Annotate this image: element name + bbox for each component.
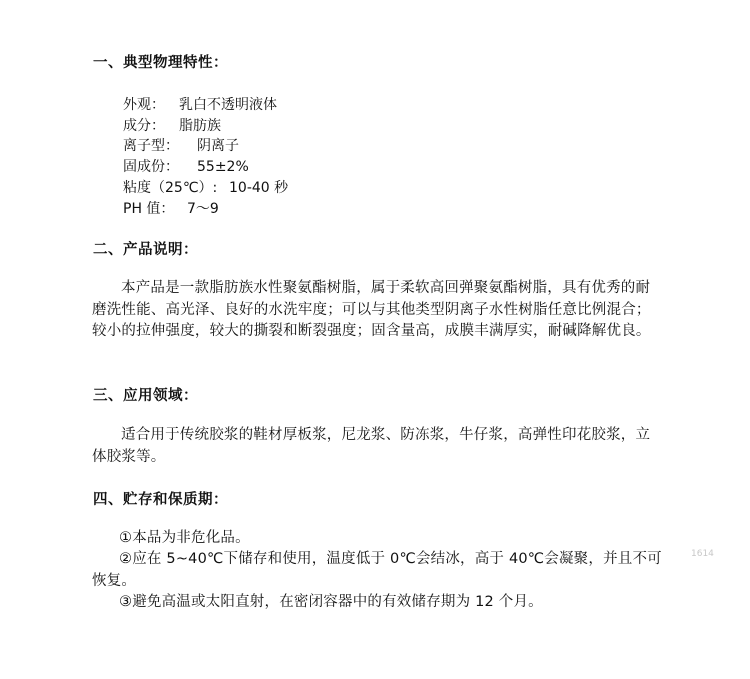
property-ionic-type <box>123 135 239 155</box>
product-description-paragraph: 本产品是一款脂肪族水性聚氨酯树脂，属于柔软高回弹聚氨酯树脂，具有优秀的耐磨洗性能、高光泽、良好的水洗牢度；可以与其他类型阴离子水性树脂任意比例混合；较小的拉伸强度，较大的撕裂和断裂强度；固含量高，成膜丰满厚实，耐碱降解优良。 <box>92 280 651 339</box>
property-label: 固成份： <box>123 159 179 175</box>
property-value: 7～9 <box>187 201 219 217</box>
section-heading-storage: 四、贮存和保质期： <box>93 492 228 508</box>
property-label: 粘度（25℃）: <box>123 180 218 196</box>
property-value: 乳白不透明液体 <box>179 97 277 113</box>
property-ph <box>123 198 219 218</box>
property-appearance <box>123 94 277 114</box>
property-value: 55±2% <box>197 159 249 175</box>
storage-item-1: ①本品为非危化品。 <box>119 530 250 546</box>
page-number-watermark: 1614 <box>691 549 714 559</box>
section-heading-applications: 三、应用领域： <box>93 388 198 404</box>
property-label: PH 值： <box>123 201 175 217</box>
property-composition <box>123 115 221 135</box>
storage-item-3: ③避免高温或太阳直射，在密闭容器中的有效储存期为 12 个月。 <box>119 594 543 610</box>
property-viscosity <box>123 177 288 197</box>
property-label: 外观： <box>123 97 165 113</box>
property-value: 10-40 秒 <box>229 180 289 196</box>
applications-paragraph: 适合用于传统胶浆的鞋材厚板浆，尼龙浆、防冻浆，牛仔浆，高弹性印花胶浆，立体胶浆等。 <box>92 427 651 465</box>
section-heading-product-description: 二、产品说明： <box>93 242 198 258</box>
property-label: 成分： <box>123 118 165 134</box>
storage-item-2: ②应在 5~40℃下储存和使用，温度低于 0℃会结冰，高于 40℃会凝聚，并且不可恢复。 <box>92 551 662 589</box>
section-heading-physical-properties: 一、典型物理特性： <box>93 55 228 71</box>
property-label: 离子型： <box>123 138 179 154</box>
property-value: 脂肪族 <box>179 118 221 134</box>
property-solid-content <box>123 156 249 176</box>
property-value: 阴离子 <box>197 138 239 154</box>
